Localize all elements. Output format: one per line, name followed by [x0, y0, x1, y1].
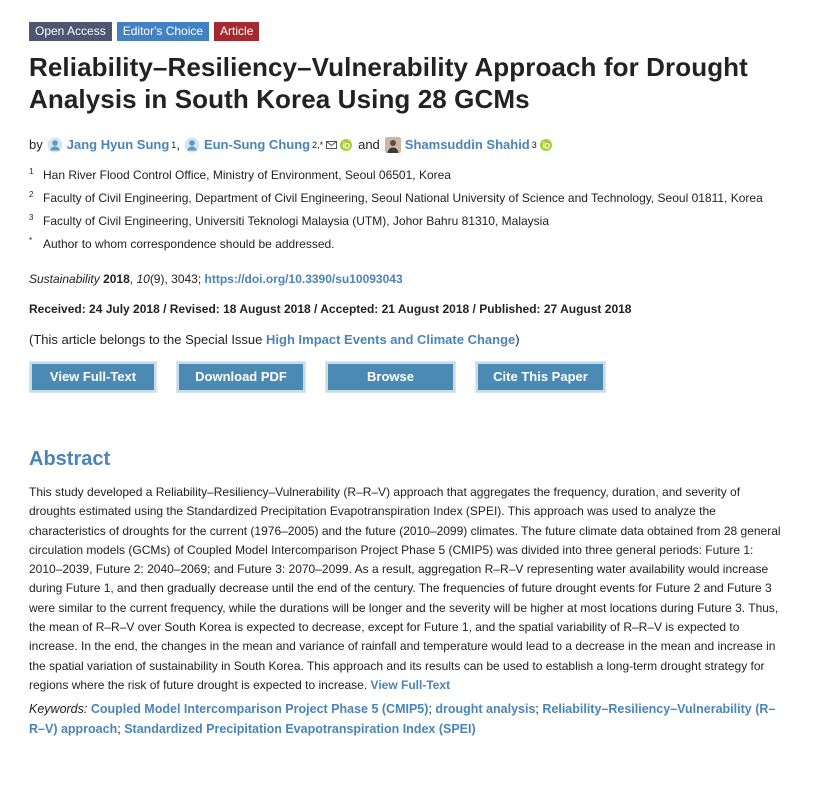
browse-figures-button[interactable]: Browse Figures: [325, 361, 456, 393]
affiliation-number: 2: [29, 190, 34, 199]
affiliation-number: *: [29, 236, 33, 245]
keyword-separator: ;: [535, 702, 539, 717]
keywords-line: [29, 700, 789, 739]
journal-name: Sustainability: [29, 272, 100, 286]
and-label: and: [358, 137, 380, 152]
author-list: [29, 136, 789, 154]
view-full-text-button[interactable]: View Full-Text: [29, 361, 157, 393]
author-separator: ,: [176, 137, 180, 152]
affiliation-text: Author to whom correspondence should be addressed.: [43, 237, 335, 251]
keywords-label: Keywords:: [29, 702, 88, 717]
download-pdf-button[interactable]: Download PDF: [176, 361, 306, 393]
action-buttons: [29, 361, 789, 414]
affiliation-number: 1: [29, 167, 34, 176]
abstract-text: This study developed a Reliability–Resiliency–Vulnerability (R–R–V) approach that aggregates the frequency, duration, and severity of droughts estimated using the Standardized Precipitation Evapotranspiration Index (SPEI). This approach was used to analyze the characteristics of droughts for the current (1976–2005) and the future (2010–2099) climates. The future climate data obtained from 28 general circulation models (GCMs) of Coupled Model Intercomparison Project Phase 5 (CMIP5) was divided into three general periods: Future 1: 2010–2039, Future 2: 2040–2069; and Future 3: 2070–2099. As a result, aggregation R–R–V representing water availability would increase during Future 1, and then gradually decrease until the end of the century. The frequencies of future drought events for Future 2 and Future 3 were similar to the current frequency, while the durations will be longer and the severity will be higher at most locations during Future 3. Thus, the mean of R–R–V over South Korea is expected to decrease, except for Future 1, and the spatial variability of R–R–V is expected to increase. In the end, the changes in the mean and variance of rainfall and temperature would lead to a decrease in the mean and increase in the spatial variation of sustainability in South Korea. This approach and its results can be used to establish a long-term drought strategy for regions where the risk of future drought is expected to increase.: [29, 485, 781, 692]
keyword-link[interactable]: Coupled Model Intercomparison Project Phase 5 (CMIP5): [90, 702, 429, 717]
citation-year: 2018: [103, 272, 130, 286]
affiliation-number: 3: [29, 213, 34, 222]
citation-comma: ,: [129, 272, 134, 286]
author-link-shahid[interactable]: Shamsuddin Shahid: [404, 137, 530, 152]
orcid-icon[interactable]: [540, 139, 552, 151]
author-photo-icon: [385, 137, 401, 153]
open-access-badge[interactable]: Open Access: [29, 22, 112, 41]
affiliation-item: [29, 235, 789, 254]
publication-dates: Received: 24 July 2018 / Revised: 18 August 2018 / Accepted: 21 August 2018 / Published: 27 August 2018: [29, 302, 632, 316]
editors-choice-badge[interactable]: Editor's Choice: [117, 22, 209, 41]
affiliation-list: [29, 166, 789, 254]
special-issue-suffix: ): [515, 332, 520, 347]
keyword-link[interactable]: Standardized Precipitation Evapotranspiration Index (SPEI): [124, 721, 476, 736]
keyword-link[interactable]: drought analysis: [435, 702, 536, 717]
affiliation-text: Han River Flood Control Office, Ministry of Environment, Seoul 06501, Korea: [43, 168, 451, 182]
affiliation-item: [29, 166, 789, 185]
special-issue-link[interactable]: High Impact Events and Climate Change: [266, 332, 516, 347]
abstract-heading: Abstract: [29, 448, 111, 470]
author-avatar-icon: [47, 137, 63, 153]
article-title: Reliability–Resiliency–Vulnerability Approach for Drought Analysis in South Korea Using 28 GCMs: [29, 52, 748, 114]
keyword-link[interactable]: Reliability–Resiliency–Vulnerability (R–R–V) approach: [29, 702, 776, 736]
author-link-sung[interactable]: Jang Hyun Sung: [66, 137, 170, 152]
affiliation-item: [29, 212, 789, 231]
affiliation-item: [29, 189, 789, 208]
article-type-badge: Article: [214, 22, 259, 41]
badge-row: [29, 22, 789, 41]
author-affil-sup: 2,*: [312, 140, 324, 150]
citation-issue: (9), 3043;: [149, 272, 202, 286]
by-label: by: [29, 137, 43, 152]
citation-volume: 10: [136, 272, 150, 286]
orcid-icon[interactable]: [340, 139, 352, 151]
email-icon[interactable]: [326, 141, 337, 149]
author-link-chung[interactable]: Eun-Sung Chung: [203, 137, 311, 152]
keyword-separator: ;: [428, 702, 432, 717]
author-affil-sup: 1: [171, 140, 177, 150]
citation-line: [29, 270, 789, 288]
doi-link[interactable]: https://doi.org/10.3390/su10093043: [204, 272, 403, 286]
keyword-separator: ;: [117, 721, 121, 736]
special-issue-prefix: (This article belongs to the Special Issue: [29, 332, 263, 347]
abstract-body: [29, 483, 787, 695]
special-issue-note: [29, 331, 789, 349]
abstract-view-full-text-link[interactable]: View Full-Text: [370, 677, 451, 692]
affiliation-text: Faculty of Civil Engineering, Department of Civil Engineering, Seoul National University of Science and Technology, Seoul 01811, Korea: [43, 191, 763, 205]
affiliation-text: Faculty of Civil Engineering, Universiti Teknologi Malaysia (UTM), Johor Bahru 81310, Malaysia: [43, 214, 549, 228]
article-header: [29, 22, 789, 739]
author-avatar-icon: [184, 137, 200, 153]
cite-this-paper-button[interactable]: Cite This Paper: [475, 361, 606, 393]
author-affil-sup: 3: [531, 140, 537, 150]
